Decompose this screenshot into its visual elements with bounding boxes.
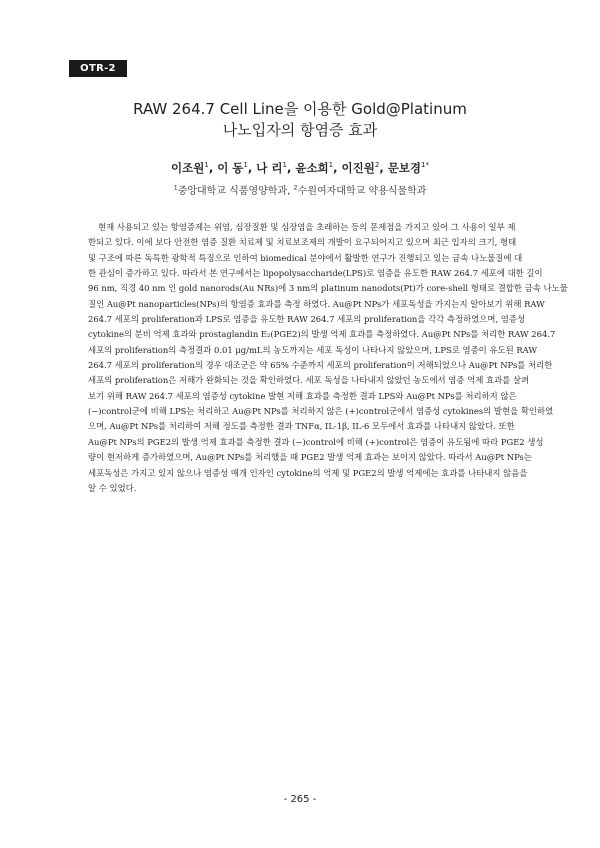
- abstract-line: 현재 사용되고 있는 항염증제는 위염, 심장질환 및 심장염을 초래하는 등의 문제점을 가지고 있어 그 사용이 일부 제: [98, 222, 516, 232]
- page-number: - 265 -: [283, 794, 317, 805]
- paper-title-line-2: 나노입자의 항염증 효과: [222, 121, 378, 139]
- abstract-line: 세포의 proliferation의 측정결과 0.01 μg/mL의 농도까지는 세포 독성이 나타나지 않았으며, LPS로 염증이 유도된 RAW: [88, 344, 537, 355]
- author-name: 나 리: [256, 161, 283, 175]
- author-affiliation-mark: 2: [374, 161, 380, 170]
- abstract-line: 및 구조에 따른 독특한 광학적 특징으로 인하여 biomedical 분야에서 활발한 연구가 진행되고 있는 금속 나노물질에 대: [88, 252, 523, 263]
- author-name: 이 동: [217, 161, 244, 175]
- author-name: 윤소희: [295, 161, 329, 175]
- abstract-line: 세포의 proliferation은 저해가 완화되는 것을 확인하였다. 세포 독성을 나타내지 않았던 농도에서 염증 억제 효과를 살펴: [88, 375, 530, 386]
- author-name: 이진원: [341, 161, 375, 175]
- abstract-line: 알 수 있었다.: [88, 482, 137, 493]
- author-separator: ,: [208, 161, 218, 175]
- abstract-line: 으며, Au@Pt NPs를 처리하여 저해 정도를 측정한 결과 TNFα, IL-1β, IL-6 모두에서 효과를 나타내지 않았다. 또한: [88, 421, 515, 432]
- affiliation-separator: ,: [287, 186, 294, 197]
- paper-title-line-1: RAW 264.7 Cell Line을 이용한 Gold@Platinum: [133, 100, 467, 118]
- author-affiliation-mark: 1: [328, 161, 334, 170]
- author-list: [0, 160, 600, 176]
- author-name: 이조원: [171, 161, 205, 175]
- author-affiliation-mark: 1: [243, 161, 248, 170]
- abstract-line: 한 관심이 증가하고 있다. 따라서 본 연구에서는 lipopolysaccharide(LPS)로 염증을 유도한 RAW 264.7 세포에 대한 길이: [88, 268, 543, 279]
- author-separator: ,: [333, 161, 342, 175]
- affiliation-number: 1: [173, 183, 178, 192]
- author-affiliation-mark: 1: [204, 161, 209, 170]
- abstract-line: 264.7 세포의 proliferation과 LPS로 염증을 유도한 RAW 264.7 세포의 proliferation을 각각 측정하였으며, 염증성: [88, 314, 526, 325]
- abstract-line: 량이 현저하게 증가하였으며, Au@Pt NPs를 처리했을 때 PGE2 발생 억제 효과는 보이지 않았다. 따라서 Au@Pt NPs는: [88, 452, 532, 463]
- abstract-body: [88, 220, 568, 496]
- author-name: 문보경: [387, 161, 422, 175]
- abstract-line: 세포독성은 가지고 있지 않으나 염증성 매개 인자인 cytokine의 억제 및 PGE2의 발생 억제에는 효과를 나타내지 않음을: [88, 467, 528, 478]
- author-separator: ,: [379, 161, 388, 175]
- author-separator: ,: [247, 161, 257, 175]
- abstract-line: 한되고 있다. 이에 보다 안전한 염증 질환 치료제 및 치료보조제의 개발이 요구되어지고 있으며 최근 입자의 크기, 형태: [88, 237, 517, 248]
- affiliation-number: 2: [293, 183, 298, 192]
- author-affiliation-mark: 1: [282, 161, 287, 170]
- abstract-line: 질인 Au@Pt nanoparticles(NPs)의 항염증 효과를 측정 하였다. Au@Pt NPs가 세포독성을 가지는지 알아보기 위해 RAW: [88, 298, 545, 309]
- abstract-line: 96 nm, 직경 40 nm 인 gold nanorods(Au NRs)에 3 nm의 platinum nanodots(Pt)가 core-shell 형태로 결합한 금속 나노물: [88, 283, 568, 294]
- author-affiliation-mark: 1*: [421, 161, 429, 170]
- session-badge: OTR-2: [69, 60, 127, 77]
- abstract-line: cytokine의 분비 억제 효과와 prostaglandin E₂(PGE2)의 발생 억제 효과를 측정하였다. Au@Pt NPs를 처리한 RAW 264.7: [88, 329, 556, 340]
- affiliation-name: 수원여자대학교 약용식물학과: [297, 186, 427, 197]
- author-separator: ,: [286, 161, 296, 175]
- abstract-line: 보기 위해 RAW 264.7 세포의 염증성 cytokine 발현 저해 효과를 측정한 결과 LPS와 Au@Pt NPs를 처리하지 않은: [88, 390, 517, 401]
- affiliation-list: [0, 182, 600, 197]
- abstract-line: 264.7 세포의 proliferation의 경우 대조군은 약 65% 수준까지 세포의 proliferation이 저해되었으나 Au@Pt NPs를 처리한: [88, 360, 553, 371]
- abstract-line: Au@Pt NPs의 PGE2의 발생 억제 효과를 측정한 결과 (−)control에 비해 (+)control은 염증이 유도됨에 따라 PGE2 생성: [88, 436, 544, 447]
- affiliation-name: 중앙대학교 식품영양학과: [177, 186, 288, 197]
- abstract-line: (−)control군에 비해 LPS는 처리하고 Au@Pt NPs를 처리하지 않은 (+)control군에서 염증성 cytokines의 발현을 확인하였: [88, 406, 554, 417]
